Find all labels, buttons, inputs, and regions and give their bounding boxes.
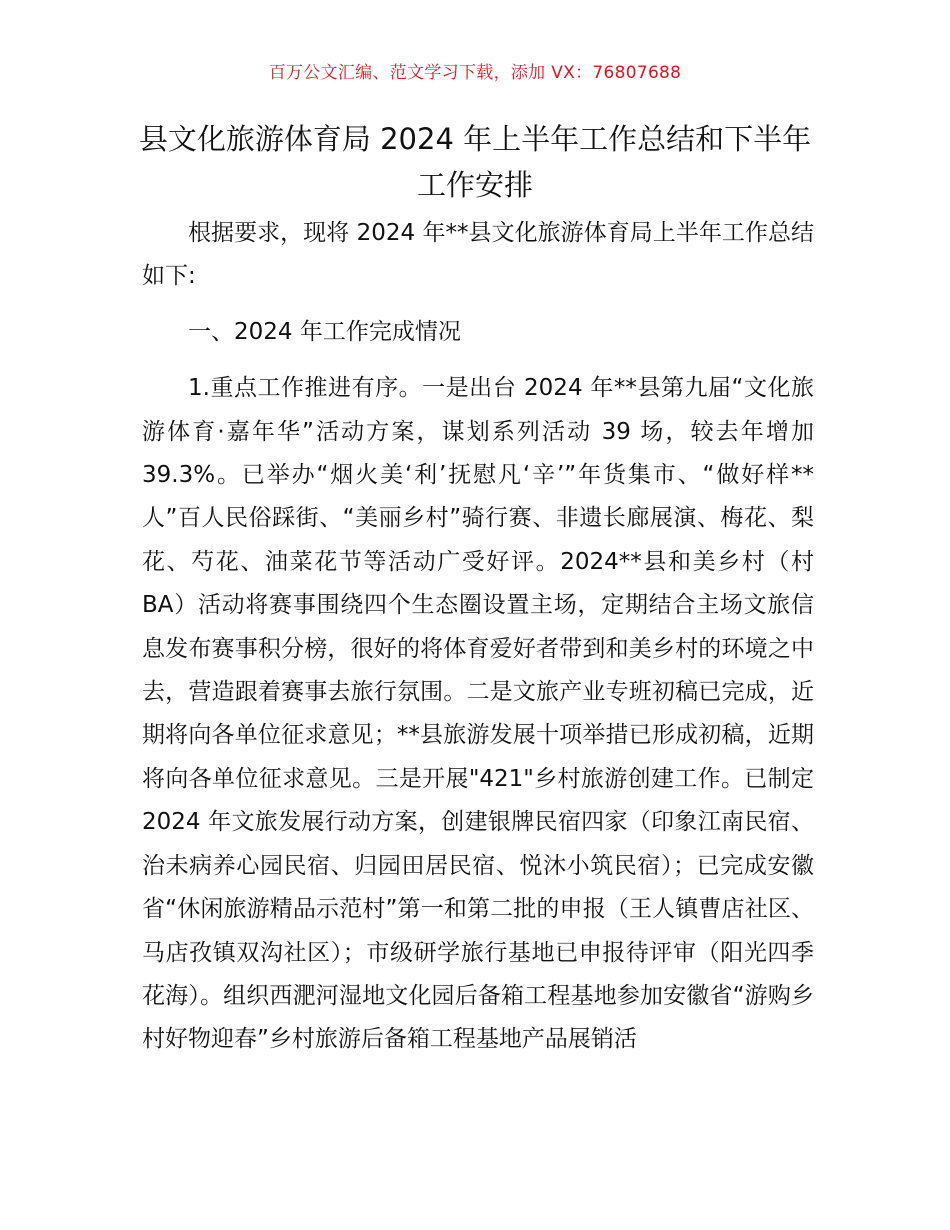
promo-header: 百万公文汇编、范文学习下载，添加 VX：76807688	[268, 63, 682, 83]
body-paragraph: 1.重点工作推进有序。一是出台 2024 年**县第九届“文化旅游体育·嘉年华”活动方案，谋划系列活动 39 场，较去年增加 39.3%。已举办“烟火美‘利’抚慰凡‘辛’”年货集市、“做好样**人”百人民俗踩街、“美丽乡村”骑行赛、非遗长廊展演、梅花、梨花、芍花、油菜花节等活动广受好评。2024**县和美乡村（村 BA）活动将赛事围绕四个生态圈设置主场，定期结合主场文旅信息发布赛事积分榜，很好的将体育爱好者带到和美乡村的环境之中去，营造跟着赛事去旅行氛围。二是文旅产业专班初稿已完成，近期将向各单位征求意见；**县旅游发展十项举措已形成初稿，近期将向各单位征求意见。三是开展"421"乡村旅游创建工作。已制定 2024 年文旅发展行动方案，创建银牌民宿四家（印象江南民宿、治未病养心园民宿、归园田居民宿、悦沐小筑民宿）；已完成安徽省“休闲旅游精品示范村”第一和第二批的申报（王人镇曹店社区、马店孜镇双沟社区）；市级研学旅行基地已申报待评审（阳光四季花海）。组织西淝河湿地文化园后备箱工程基地参加安徽省“游购乡村好物迎春”乡村旅游后备箱工程基地产品展销活	[142, 375, 814, 1053]
section-heading: 一、2024 年工作完成情况	[188, 318, 461, 345]
document-title: 县文化旅游体育局 2024 年上半年工作总结和下半年工作安排	[138, 122, 812, 202]
document-body	[142, 212, 814, 1074]
intro-paragraph: 根据要求，现将 2024 年**县文化旅游体育局上半年工作总结如下:	[142, 220, 814, 290]
